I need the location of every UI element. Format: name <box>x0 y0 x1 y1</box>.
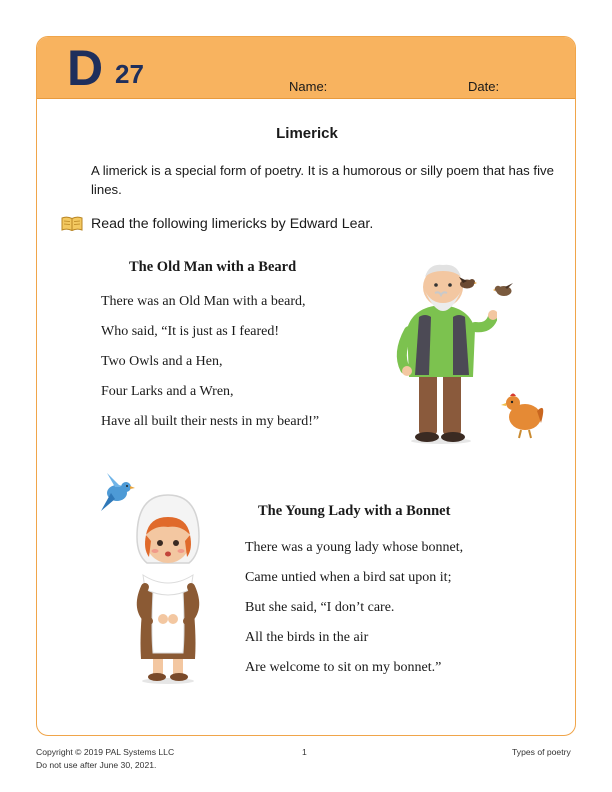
intro-text: A limerick is a special form of poetry. It is a humorous or silly poem that has five lines. <box>91 163 554 197</box>
copyright-text: Copyright © 2019 PAL Systems LLC <box>36 747 175 757</box>
header-band <box>37 37 575 99</box>
poem-line: Came untied when a bird sat upon it; <box>245 570 452 585</box>
instruction-row <box>61 213 373 235</box>
poem-title-old-man: The Old Man with a Beard <box>129 259 297 275</box>
open-book-icon <box>61 216 83 232</box>
poem-line: Have all built their nests in my beard!” <box>101 414 320 429</box>
poem-line: Two Owls and a Hen, <box>101 354 223 369</box>
page-title: Limerick <box>276 125 338 142</box>
young-lady-illustration <box>129 491 207 687</box>
poem-title-young-lady: The Young Lady with a Bonnet <box>258 503 451 519</box>
poem-line: Are welcome to sit on my bonnet.” <box>245 660 442 675</box>
poem-line: Who said, “It is just as I feared! <box>101 324 280 339</box>
poem-old-man <box>101 287 319 437</box>
old-man-illustration <box>385 257 497 447</box>
page-number: 1 <box>302 747 307 757</box>
level-number: 27 <box>115 59 144 89</box>
worksheet-frame <box>36 36 576 736</box>
name-label: Name: <box>289 79 328 94</box>
small-bird-icon <box>457 275 477 291</box>
footer-topic: Types of poetry <box>512 747 571 757</box>
poem-line: There was a young lady whose bonnet, <box>245 540 464 555</box>
level-letter: D <box>67 40 104 96</box>
footer-copyright <box>36 746 174 772</box>
instruction-text: Read the following limericks by Edward Lear. <box>91 216 374 232</box>
date-label: Date: <box>468 79 500 94</box>
usage-notice: Do not use after June 30, 2021. <box>36 760 157 770</box>
poem-young-lady <box>245 533 463 683</box>
small-bird-icon <box>493 281 515 299</box>
poem-line: But she said, “I don’t care. <box>245 600 395 615</box>
poem-line: There was an Old Man with a beard, <box>101 294 306 309</box>
poem-line: Four Larks and a Wren, <box>101 384 234 399</box>
poem-line: All the birds in the air <box>245 630 369 645</box>
hen-icon <box>501 387 545 439</box>
